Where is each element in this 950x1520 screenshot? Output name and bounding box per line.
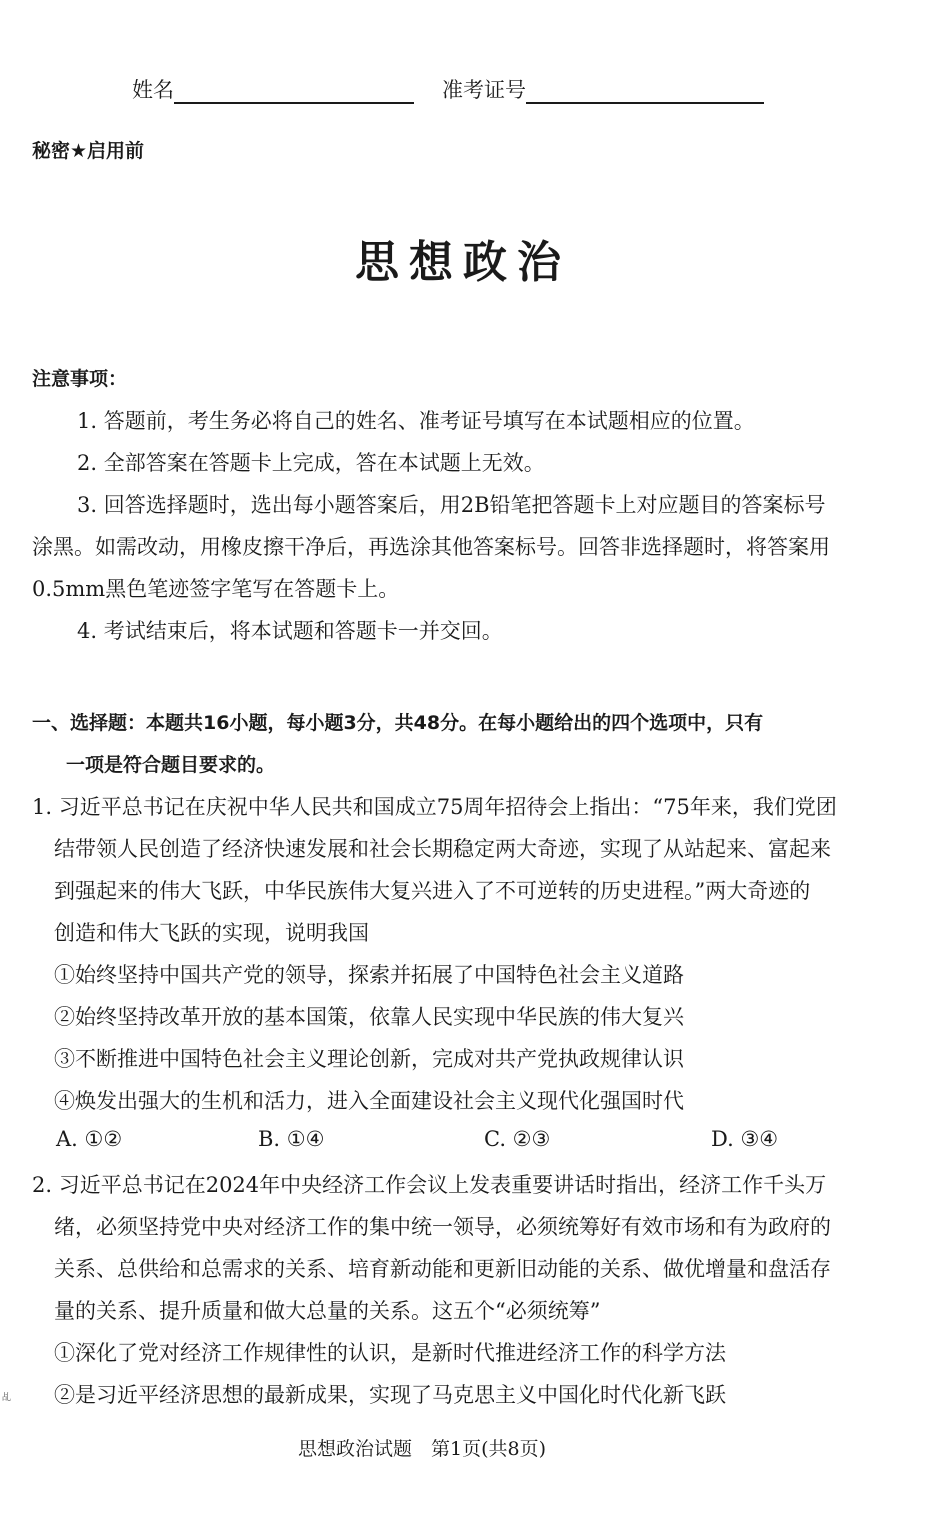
page-footer: 思想政治试题 第1页(共8页) [298, 1438, 547, 1460]
name-label: 姓名 [132, 78, 174, 102]
exam-id-blank-line [526, 80, 764, 104]
exam-id-field-group [442, 74, 764, 104]
q1-stem-line-1: 1. 习近平总书记在庆祝中华人民共和国成立75周年招待会上指出：“75年来，我们党团 [32, 795, 837, 819]
notes-item-2: 2. 全部答案在答题卡上完成，答在本试题上无效。 [77, 451, 545, 475]
page-title: 思想政治 [355, 237, 571, 288]
secret-mark: 秘密★启用前 [32, 140, 145, 162]
notes-item-3-line-3: 0.5mm黑色笔迹签字笔写在答题卡上。 [32, 577, 400, 601]
q1-statement-1: ①始终坚持中国共产党的领导，探索并拓展了中国特色社会主义道路 [54, 963, 684, 987]
notes-item-3-line-1: 3. 回答选择题时，选出每小题答案后，用2B铅笔把答题卡上对应题目的答案标号 [77, 493, 826, 517]
section-heading-line-1: 一、选择题：本题共16小题，每小题3分，共48分。在每小题给出的四个选项中，只有 [32, 712, 764, 734]
q1-stem-line-4: 创造和伟大飞跃的实现，说明我国 [54, 921, 369, 945]
name-blank-line [174, 80, 414, 104]
q2-stem-line-3: 关系、总供给和总需求的关系、培育新动能和更新旧动能的关系、做优增量和盘活存 [54, 1257, 831, 1281]
q1-statement-3: ③不断推进中国特色社会主义理论创新，完成对共产党执政规律认识 [54, 1047, 684, 1071]
notes-item-4: 4. 考试结束后，将本试题和答题卡一并交回。 [77, 619, 503, 643]
q1-option-c: C. ②③ [484, 1127, 551, 1151]
exam-id-label: 准考证号 [442, 78, 526, 102]
q2-stem-line-4: 量的关系、提升质量和做大总量的关系。这五个“必须统筹” [54, 1299, 601, 1323]
notes-item-3-line-2: 涂黑。如需改动，用橡皮擦干净后，再选涂其他答案标号。回答非选择题时，将答案用 [32, 535, 830, 559]
q1-option-a: A. ①② [56, 1127, 123, 1151]
q2-stem-line-1: 2. 习近平总书记在2024年中央经济工作会议上发表重要讲话时指出，经济工作千头万 [32, 1173, 827, 1197]
q2-statement-1: ①深化了党对经济工作规律性的认识，是新时代推进经济工作的科学方法 [54, 1341, 726, 1365]
q2-stem-line-2: 绪，必须坚持党中央对经济工作的集中统一领导，必须统筹好有效市场和有为政府的 [54, 1215, 831, 1239]
q1-statement-2: ②始终坚持改革开放的基本国策，依靠人民实现中华民族的伟大复兴 [54, 1005, 684, 1029]
q2-statement-2: ②是习近平经济思想的最新成果，实现了马克思主义中国化时代化新飞跃 [54, 1383, 726, 1407]
q1-stem-line-3: 到强起来的伟大飞跃，中华民族伟大复兴进入了不可逆转的历史进程。”两大奇迹的 [54, 879, 811, 903]
notes-heading: 注意事项： [32, 368, 128, 390]
section-heading-line-2: 一项是符合题目要求的。 [66, 754, 276, 776]
name-field-group [132, 74, 414, 104]
q1-stem-line-2: 结带领人民创造了经济快速发展和社会长期稳定两大奇迹，实现了从站起来、富起来 [54, 837, 831, 861]
notes-item-1: 1. 答题前，考生务必将自己的姓名、准考证号填写在本试题相应的位置。 [77, 409, 755, 433]
edge-mark: 乩 [2, 1393, 12, 1403]
q1-option-d: D. ③④ [711, 1127, 779, 1151]
q1-statement-4: ④焕发出强大的生机和活力，进入全面建设社会主义现代化强国时代 [54, 1089, 684, 1113]
q1-option-b: B. ①④ [258, 1127, 325, 1151]
